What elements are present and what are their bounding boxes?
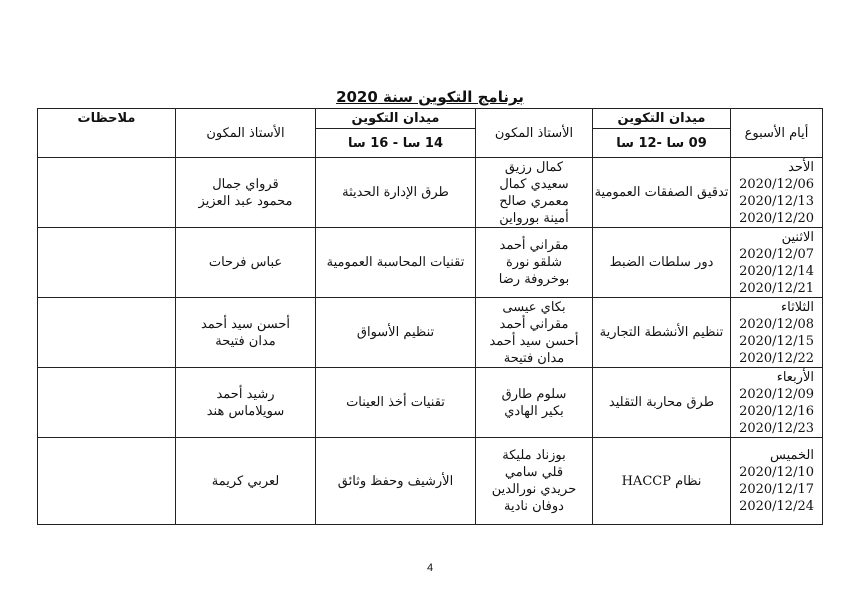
day-name: الثلاثاء — [781, 299, 814, 315]
field-afternoon: الأرشيف وحفظ وثائق — [316, 438, 476, 525]
date: 2020/12/20 — [739, 210, 814, 226]
trainer-name: لعربي كريمة — [211, 473, 280, 489]
field-morning: طرق محاربة التقليد — [593, 368, 731, 438]
trainer-name: كمال رزيق — [504, 159, 564, 175]
trainer-name: مقراني أحمد — [499, 238, 569, 253]
notes-cell — [38, 368, 176, 438]
field-afternoon: تقنيات المحاسبة العمومية — [316, 228, 476, 298]
trainers-morning — [476, 298, 593, 368]
field-afternoon: تقنيات أخذ العينات — [316, 368, 476, 438]
trainers-afternoon — [176, 438, 316, 525]
trainer-name: حريدي نورالدين — [491, 482, 577, 497]
trainers-afternoon — [176, 228, 316, 298]
table-row — [38, 368, 823, 438]
field-morning: نظام HACCP — [593, 438, 731, 525]
trainer-name: بكاي عيسى — [502, 299, 566, 315]
field-morning: تنظيم الأنشطة التجارية — [593, 298, 731, 368]
table-row — [38, 298, 823, 368]
date: 2020/12/13 — [739, 193, 814, 209]
trainer-name: قلي سامي — [504, 465, 564, 480]
trainers-afternoon — [176, 298, 316, 368]
day-cell — [731, 438, 823, 525]
notes-cell — [38, 228, 176, 298]
trainers-afternoon — [176, 158, 316, 228]
date: 2020/12/14 — [739, 263, 814, 279]
trainer-name: بوخروفة رضا — [498, 272, 570, 287]
day-cell — [731, 158, 823, 228]
trainer-name: رشيد أحمد — [216, 386, 275, 402]
table-row — [38, 228, 823, 298]
date: 2020/12/22 — [739, 350, 814, 366]
date: 2020/12/21 — [739, 280, 814, 296]
notes-cell — [38, 158, 176, 228]
date: 2020/12/10 — [739, 465, 814, 480]
trainers-morning — [476, 438, 593, 525]
trainer-name: مدان فتيحة — [503, 350, 565, 366]
document-title: برنامج التكوين سنة 2020 — [336, 88, 524, 106]
trainers-morning — [476, 228, 593, 298]
header-time-afternoon: 14 سا - 16 سا — [316, 129, 476, 158]
trainer-name: عباس فرحات — [208, 255, 283, 270]
date: 2020/12/07 — [739, 246, 814, 262]
header-trainer-afternoon: الأستاذ المكون — [176, 109, 316, 158]
trainer-name: أحسن سيد أحمد — [489, 333, 579, 349]
table-row — [38, 438, 823, 525]
page-number: 4 — [426, 562, 434, 574]
date: 2020/12/09 — [739, 386, 814, 402]
header-time-morning: 09 سا -12 سا — [593, 129, 731, 158]
field-afternoon: تنظيم الأسواق — [316, 298, 476, 368]
trainer-name: أحسن سيد أحمد — [200, 316, 291, 332]
trainer-name: معمري صالح — [499, 193, 569, 209]
trainer-name: محمود عبد العزيز — [198, 193, 293, 209]
trainers-morning — [476, 158, 593, 228]
trainer-name: سلوم طارق — [501, 386, 567, 402]
trainer-name: مدان فتيحة — [215, 333, 276, 349]
field-afternoon: طرق الإدارة الحديثة — [316, 158, 476, 228]
day-name: الخميس — [770, 448, 814, 463]
date: 2020/12/08 — [739, 316, 814, 332]
header-field-afternoon: ميدان التكوين — [316, 109, 476, 129]
training-schedule-table — [37, 108, 823, 525]
date: 2020/12/06 — [739, 176, 814, 192]
trainers-morning — [476, 368, 593, 438]
trainer-name: مقراني أحمد — [499, 316, 569, 332]
trainer-name: شلقو نورة — [505, 255, 563, 270]
day-cell — [731, 298, 823, 368]
date: 2020/12/24 — [739, 499, 814, 514]
trainer-name: سعيدي كمال — [499, 176, 569, 192]
field-morning: تدقيق الصفقات العمومية — [593, 158, 731, 228]
date: 2020/12/17 — [739, 482, 814, 497]
trainer-name: قرواي جمال — [212, 176, 279, 192]
date: 2020/12/16 — [739, 403, 814, 419]
day-name: الأحد — [788, 159, 814, 175]
date: 2020/12/15 — [739, 333, 814, 349]
notes-cell — [38, 298, 176, 368]
date: 2020/12/23 — [739, 420, 814, 436]
header-notes: ملاحظات — [38, 109, 176, 158]
notes-cell — [38, 438, 176, 525]
header-days: أيام الأسبوع — [731, 109, 823, 158]
day-name: الاثنين — [781, 229, 814, 245]
trainer-name: بكير الهادي — [504, 403, 564, 419]
header-trainer-morning: الأستاذ المكون — [476, 109, 593, 158]
trainers-afternoon — [176, 368, 316, 438]
table-row — [38, 158, 823, 228]
trainer-name: سويلاماس هند — [206, 403, 285, 419]
trainer-name: دوفان نادية — [504, 499, 564, 514]
trainer-name: بوزناد مليكة — [502, 448, 566, 463]
day-cell — [731, 228, 823, 298]
day-name: الأربعاء — [776, 369, 814, 385]
day-cell — [731, 368, 823, 438]
trainer-name: أمينة بورواين — [499, 210, 569, 226]
header-field-morning: ميدان التكوين — [593, 109, 731, 129]
field-morning: دور سلطات الضبط — [593, 228, 731, 298]
